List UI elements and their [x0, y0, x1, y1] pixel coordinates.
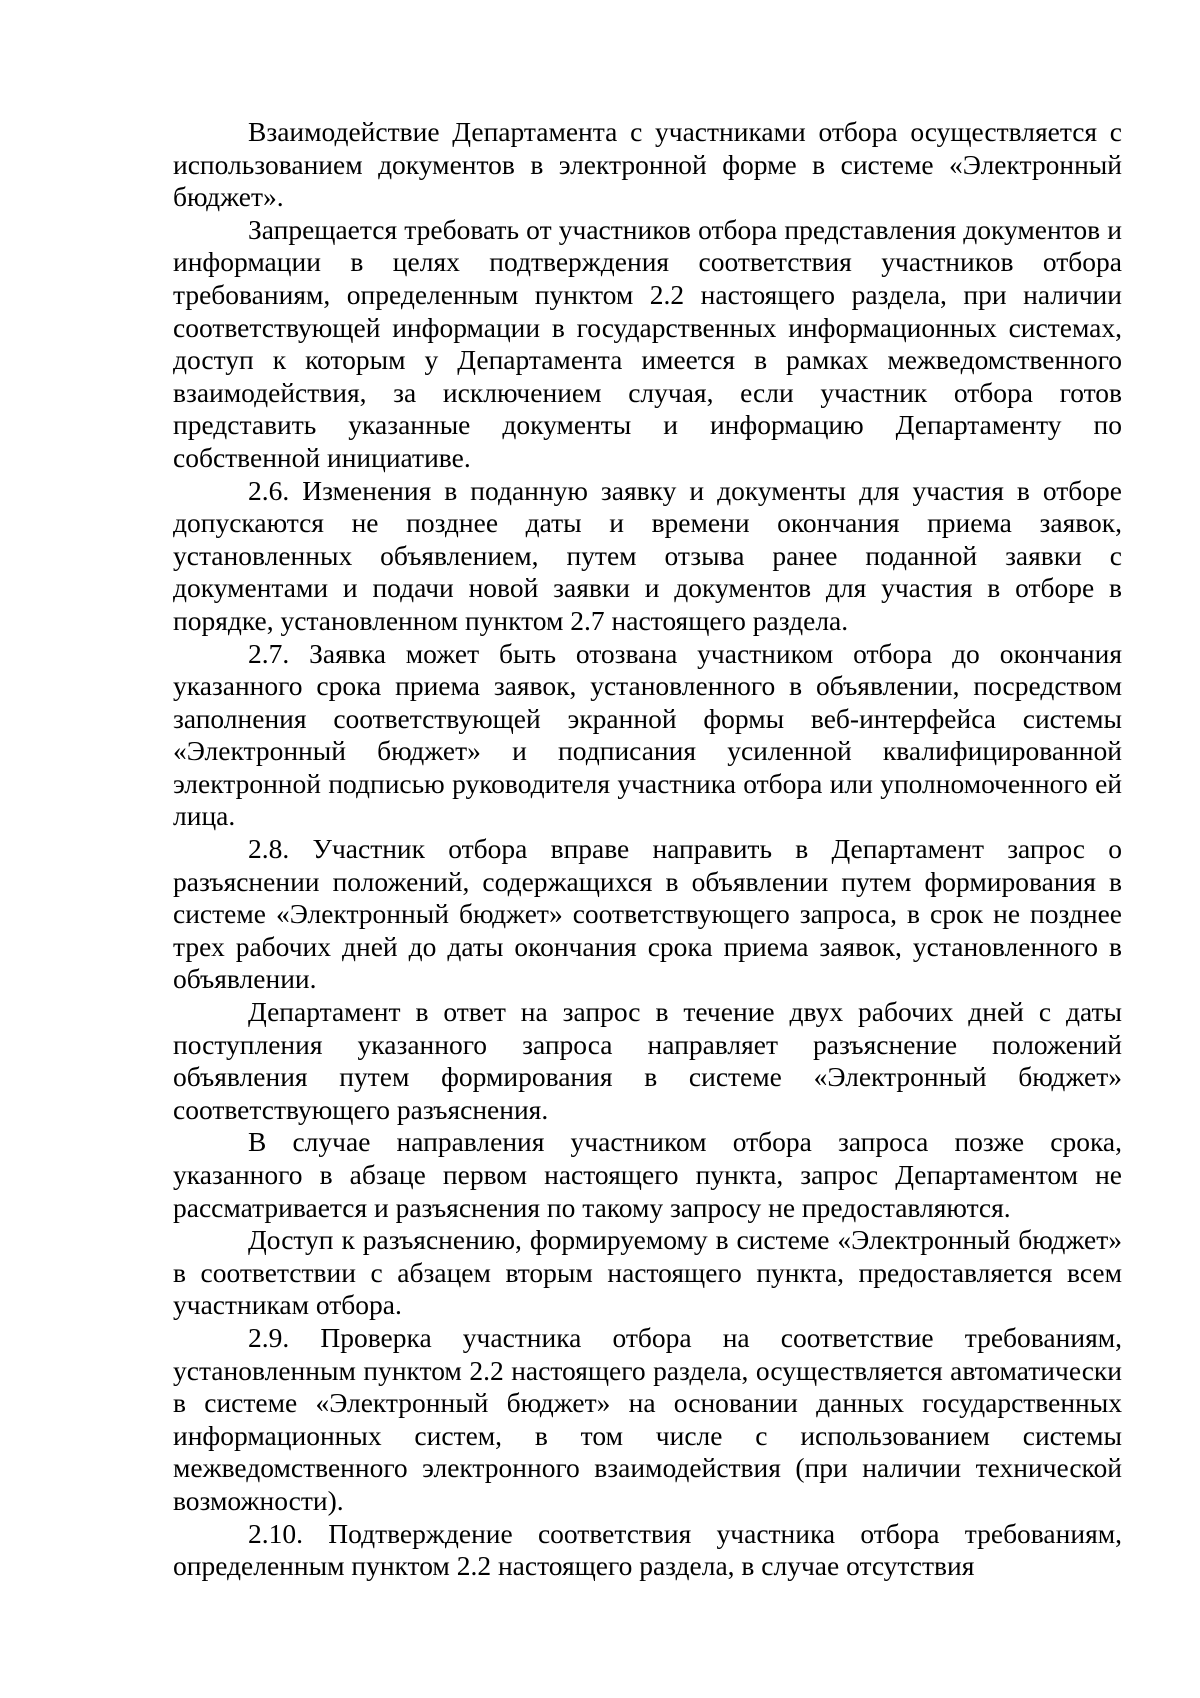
paragraph-2-10: 2.10. Подтверждение соответствия участника отбора требованиям, определенным пунктом 2.2 настоящего раздела, в случае отсутствия — [173, 1517, 1122, 1582]
document-page — [173, 116, 1122, 1583]
paragraph-access-clarification: Доступ к разъяснению, формируемому в системе «Электронный бюджет» в соответствии с абзацем вторым настоящего пункта, предоставляется всем участникам отбора. — [173, 1224, 1122, 1321]
paragraph-2-6: 2.6. Изменения в поданную заявку и документы для участия в отборе допускаются не позднее даты и времени окончания приема заявок, установленных объявлением, путем отзыва ранее поданной заявки с документами и подачи новой заявки и документов для участия в отборе в порядке, установленном пунктом 2.7 настоящего раздела. — [173, 474, 1122, 636]
paragraph-late-request: В случае направления участником отбора запроса позже срока, указанного в абзаце первом настоящего пункта, запрос Департаментом не рассматривается и разъяснения по такому запросу не предоставляются. — [173, 1126, 1122, 1223]
paragraph-2-8: 2.8. Участник отбора вправе направить в Департамент запрос о разъяснении положений, содержащихся в объявлении путем формирования в системе «Электронный бюджет» соответствующего запроса, в срок не позднее трех рабочих дней до даты окончания срока приема заявок, установленного в объявлении. — [173, 833, 1122, 995]
paragraph-interaction: Взаимодействие Департамента с участниками отбора осуществляется с использованием документов в электронной форме в системе «Электронный бюджет». — [173, 116, 1122, 213]
paragraph-prohibition: Запрещается требовать от участников отбора представления документов и информации в целях подтверждения соответствия участников отбора требованиям, определенным пунктом 2.2 настоящего раздела, при наличии соответствующей информации в государственных информационных системах, доступ к которым у Департамента имеется в рамках межведомственного взаимодействия, за исключением случая, если участник отбора готов представить указанные документы и информацию Департаменту по собственной инициативе. — [173, 213, 1122, 473]
paragraph-2-9: 2.9. Проверка участника отбора на соответствие требованиям, установленным пунктом 2.2 настоящего раздела, осуществляется автоматически в системе «Электронный бюджет» на основании данных государственных информационных систем, в том числе с использованием системы межведомственного электронного взаимодействия (при наличии технической возможности). — [173, 1321, 1122, 1516]
paragraph-2-7: 2.7. Заявка может быть отозвана участником отбора до окончания указанного срока приема заявок, установленного в объявлении, посредством заполнения соответствующей экранной формы веб-интерфейса системы «Электронный бюджет» и подписания усиленной квалифицированной электронной подписью руководителя участника отбора или уполномоченного ей лица. — [173, 637, 1122, 832]
paragraph-department-response: Департамент в ответ на запрос в течение двух рабочих дней с даты поступления указанного запроса направляет разъяснение положений объявления путем формирования в системе «Электронный бюджет» соответствующего разъяснения. — [173, 996, 1122, 1125]
